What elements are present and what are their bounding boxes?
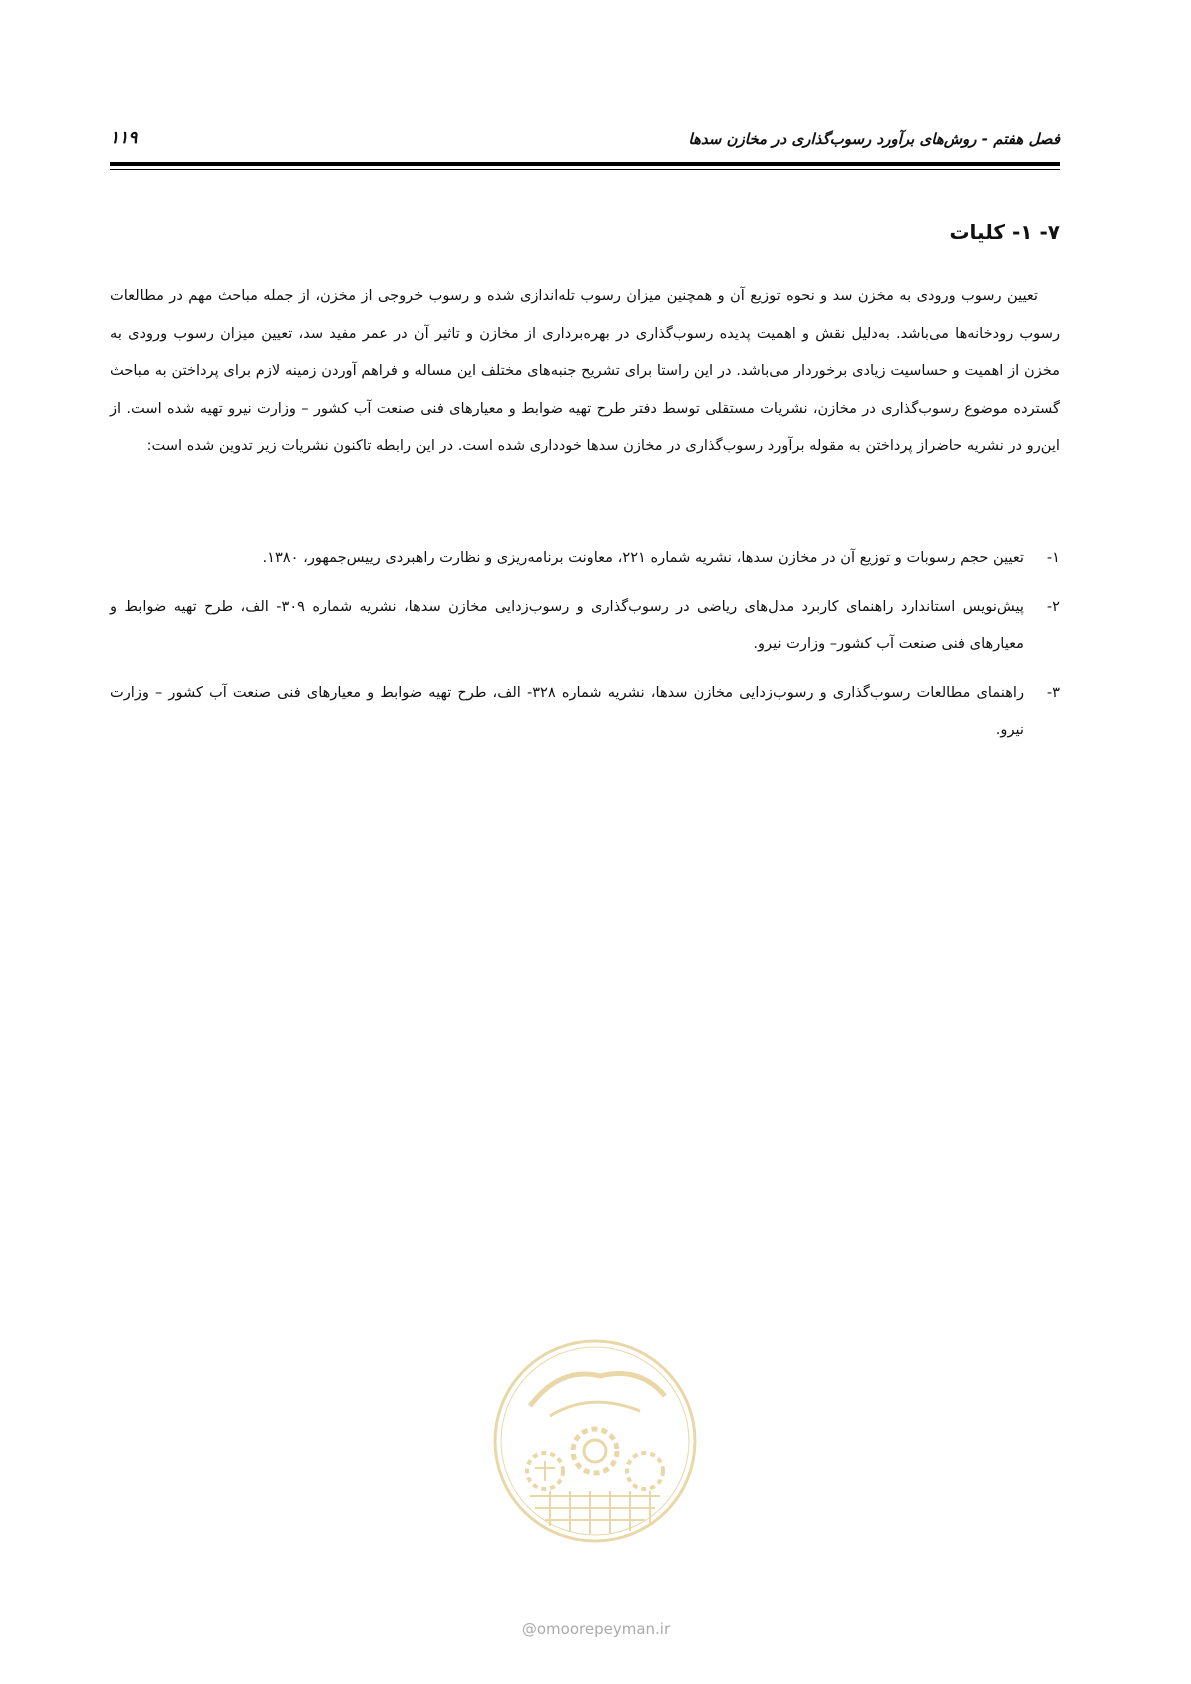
reference-item — [110, 539, 1060, 577]
watermark-url: @omoorepeyman.ir — [521, 1620, 671, 1638]
reference-number: ۱- — [1046, 549, 1060, 566]
reference-number: ۳- — [1046, 683, 1060, 701]
watermark-logo-icon — [490, 1336, 700, 1546]
body-text — [110, 277, 1060, 465]
reference-text: راهنمای مطالعات رسوب‌گذاری و رسوب‌زدایی مخازن سدها، نشریه شماره ۳۲۸- الف، طرح تهیه ضوابط و معیارهای فنی صنعت آب کشور – وزارت نیرو. — [110, 683, 1024, 738]
reference-item — [110, 588, 1060, 663]
header-rule-thick — [110, 162, 1060, 166]
page-number: ۱۱۹ — [110, 128, 138, 148]
intro-paragraph: تعیین رسوب ورودی به مخزن سد و نحوه توزیع آن و همچنین میزان رسوب تله‌اندازی شده و رسوب خروجی از مخزن، از جمله مباحث مهم در مطالعات رسوب رودخانه‌ها می‌باشد. به‌دلیل نقش و اهمیت پدیده رسوب‌گذاری در بهره‌برداری از مخازن و تاثیر آن در عمر مفید سد، تعیین میزان رسوب ورودی به مخزن از اهمیت و حساسیت زیادی برخوردار می‌باشد. در این راستا برای تشریح جنبه‌های مختلف این مساله و فراهم آوردن زمینه لازم برای پرداختن به مباحث گسترده موضوع رسوب‌گذاری در مخازن، نشریات مستقلی توسط دفتر طرح تهیه ضوابط و معیارهای فنی صنعت آب کشور – وزارت نیرو تهیه شده است. از این‌رو در نشریه حاضراز پرداختن به مقوله برآورد رسوب‌گذاری در مخازن سدها خودداری شده است. در این رابطه تاکنون نشریات زیر تدوین شده است: — [110, 287, 1060, 454]
running-header — [110, 122, 1060, 152]
chapter-title: فصل هفتم - روش‌های برآورد رسوب‌گذاری در مخازن سدها — [688, 130, 1060, 148]
reference-text: پیش‌نویس استاندارد راهنمای کاربرد مدل‌های ریاضی در رسوب‌گذاری و رسوب‌زدایی مخازن سدها، نشریه شماره ۳۰۹- الف، طرح تهیه ضوابط و معیارهای فنی صنعت آب کشور– وزارت نیرو. — [110, 597, 1024, 652]
reference-text: تعیین حجم رسوبات و توزیع آن در مخازن سدها، نشریه شماره ۲۲۱، معاونت برنامه‌ریزی و نظارت راهبردی رییس‌جمهور، ۱۳۸۰. — [262, 549, 1024, 566]
reference-list — [110, 539, 1060, 760]
reference-number: ۲- — [1046, 597, 1060, 615]
reference-item — [110, 674, 1060, 749]
section-heading: ۷- ۱- کلیات — [949, 220, 1060, 244]
header-rule-thin — [110, 169, 1060, 170]
